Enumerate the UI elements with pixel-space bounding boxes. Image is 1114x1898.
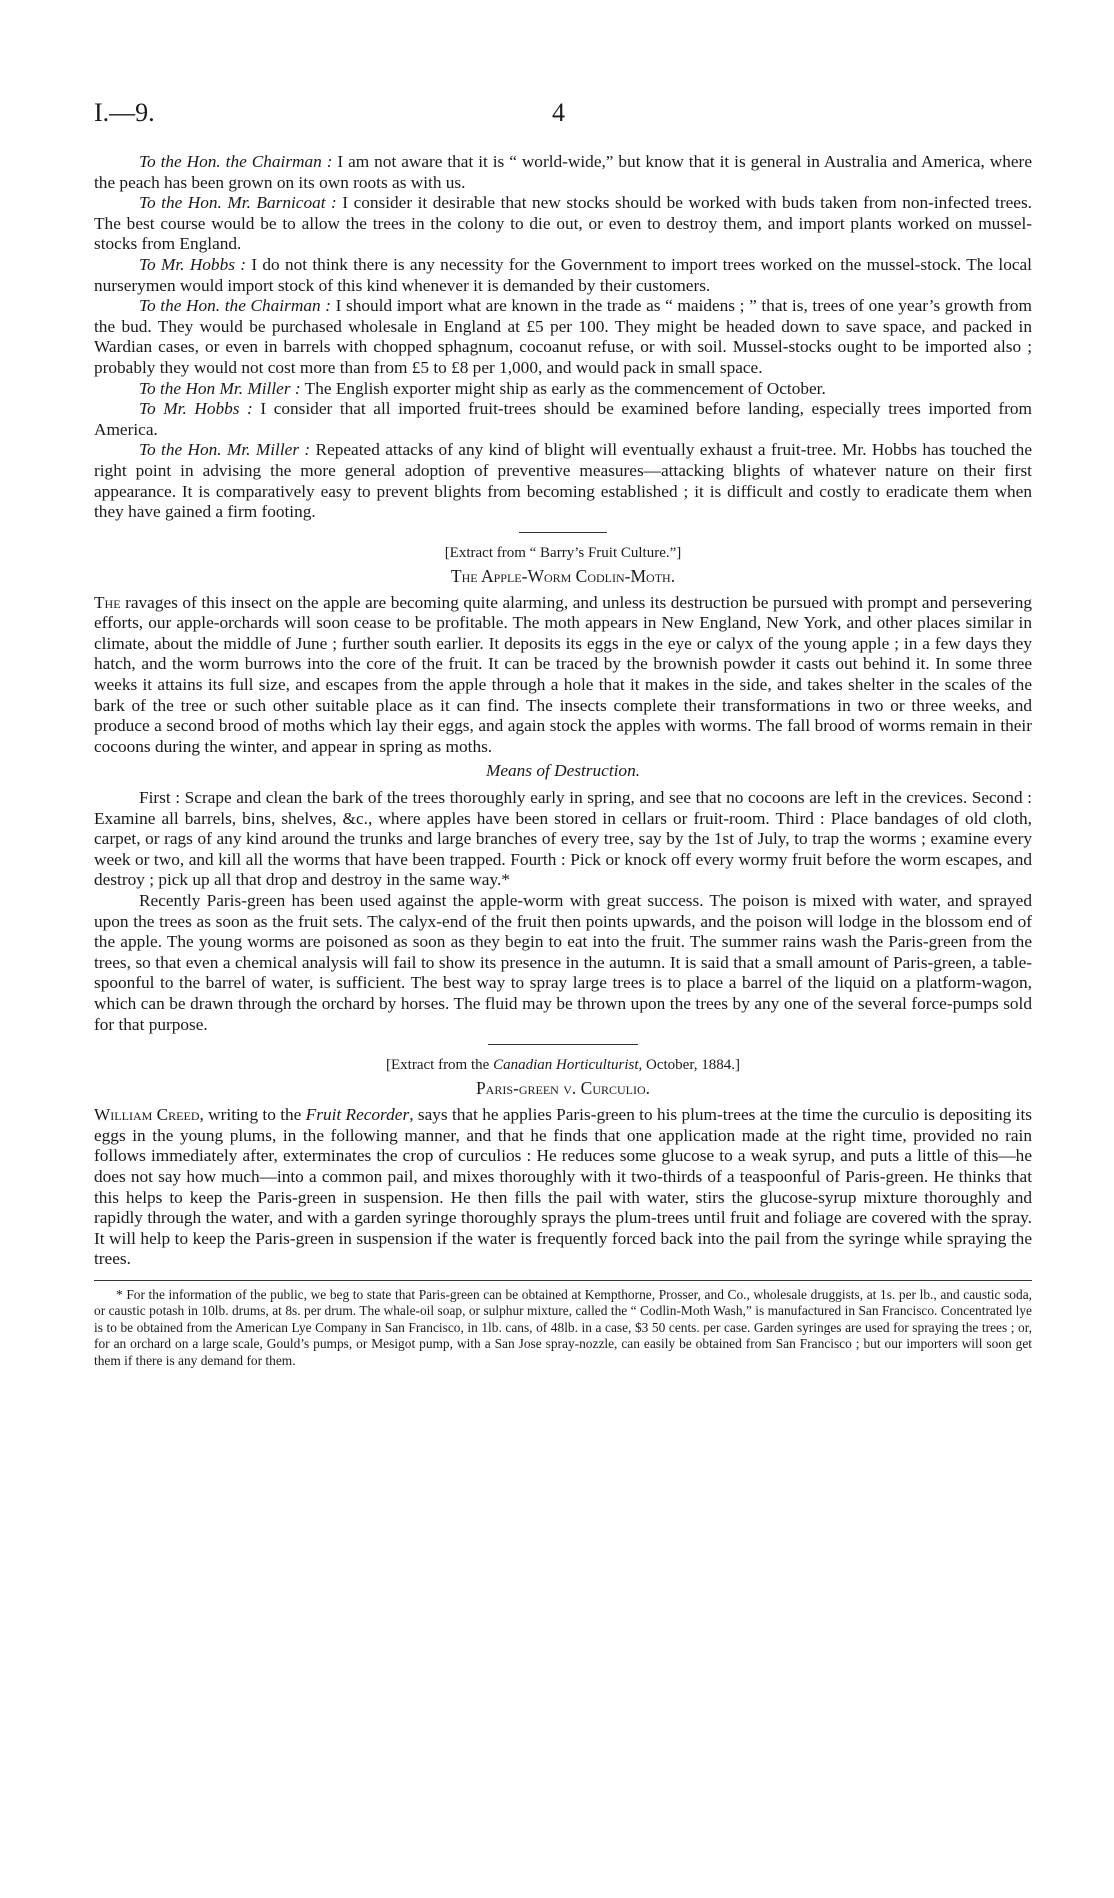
addressee: To Mr. Hobbs : [139, 254, 247, 274]
journal-name: Fruit Recorder [305, 1105, 410, 1125]
testimony-text: I am not aware that it is “ world-wide,” but know that it is general in Australia and America, where the peach has been grown on its own roots as with us. [94, 152, 1032, 192]
extract-title: The Apple-Worm Codlin-Moth. [450, 565, 676, 586]
lead-name: William Creed [94, 1105, 200, 1125]
paragraph-text: , writing to the [199, 1105, 306, 1125]
page-content [94, 152, 1032, 1369]
extract-paragraph [94, 1105, 1032, 1270]
addressee: To the Hon. Mr. Miller : [139, 440, 311, 460]
section-divider [488, 1044, 638, 1045]
testimony-text: I do not think there is any necessity for the Government to import trees worked on the mussel-stock. The local nurserymen would import stock of this kind whenever it is demanded by their customers. [94, 254, 1032, 295]
lead-word: The [94, 592, 121, 612]
testimony-text: I consider that all imported fruit-trees should be examined before landing, especially trees imported from America. [94, 399, 1032, 439]
addressee: To the Hon Mr. Miller : [139, 378, 301, 398]
extract-paragraph: Recently Paris-green has been used against the apple-worm with great success. The poison is mixed with water, and sprayed upon the trees as soon as the fruit sets. The calyx-end of the fruit then points upwards, and the poison will lodge in the blossom end of the apple. The young worms are poisoned as soon as they begin to eat into the fruit. The summer rains wash the Paris-green from the trees, so that even a chemical analysis will fail to show its presence in the autumn. It is said that a small amount of Paris-green, a table-spoonful to the barrel of water, is sufficient. The best way to spray large trees is to place a barrel of the liquid on a platform-wagon, which can be drawn through the orchard by horses. The fluid may be thrown upon the trees by any one of the several force-pumps sold for that purpose. [94, 891, 1032, 1034]
extract-paragraph: First : Scrape and clean the bark of the trees thoroughly early in spring, and see that no cocoons are left in the crevices. Second : Examine all barrels, bins, shelves, &c., where apples have been stored in cellars or fruit-room. Third : Place bandages of old cloth, carpet, or rags of any kind around the trunks and large branches of every tree, say by the 1st of July, to trap the worms ; examine every week or two, and kill all the worms that have been trapped. Fourth : Pick or knock off every wormy fruit before the worm escapes, and destroy ; pick up all that drop and destroy in the same way.* [94, 788, 1032, 890]
addressee: To Mr. Hobbs : [139, 399, 253, 419]
extract-title: Paris-green v. Curculio. [475, 1078, 651, 1099]
testimony-paragraph [94, 255, 1032, 296]
footnote: * For the information of the public, we beg to state that Paris-green can be obtained at Kempthorne, Prosser, and Co., wholesale druggists, at 1s. per lb., and caustic soda, or caustic potash in 10lb. drums, at 8s. per drum. The whale-oil soap, or sulphur mixture, called the “ Codlin-Moth Wash,” is manufactured in San Francisco. Concentrated lye is to be obtained from the American Lye Company in San Francisco, in 1lb. cans, of 48lb. in a case, $3 50 cents. per case. Garden syringes are used for spraying the trees ; or, for an orchard on a large scale, Gould’s pumps, or Mesigot pump, with a San Jose spray-nozzle, can easily be obtained from San Francisco ; but our importers will soon get them if there is any demand for them. [94, 1286, 1032, 1368]
addressee: To the Hon. the Chairman : [139, 152, 333, 171]
paragraph-text: , says that he applies Paris-green to his plum-trees at the time the curculio is depositing its eggs in the young plums, in the following manner, and that he finds that one application made at the right time, provided no rain follows immediately after, exterminates the crop of curculios : He reduces some glucose to a weak syrup, and puts a little of this—he does not say how much—into a common pail, and mixes thoroughly with it two-thirds of a teaspoonful of Paris-green. He thinks that this helps to keep the Paris-green in suspension. He then fills the pail with water, stirs the glucose-syrup mixture thoroughly and rapidly through the water, and with a garden syringe thoroughly sprays the plum-trees until fruit and foliage are covered with the spray. It will help to keep the Paris-green in suspension if the water is frequently forced back into the pail from the syringe while spraying the trees. [94, 1105, 1032, 1269]
testimony-paragraph [94, 296, 1032, 378]
page-number: 4 [552, 98, 565, 127]
testimony-paragraph [94, 399, 1032, 440]
testimony-paragraph [94, 152, 1032, 193]
addressee: To the Hon. the Chairman : [139, 296, 331, 316]
subheading: Means of Destruction. [485, 761, 641, 781]
extract-curculio [94, 1055, 1032, 1270]
source-suffix: , October, 1884.] [638, 1057, 740, 1074]
paragraph-text: ravages of this insect on the apple are becoming quite alarming, and unless its destruction be pursued with prompt and persevering efforts, our apple-orchards will soon cease to be profitable. The moth appears in New England, New York, and other places similar in climate, about the middle of June ; further south earlier. It deposits its eggs in the eye or calyx of the young apple ; in a few days they hatch, and the worm burrows into the core of the fruit. It can be traced by the brownish powder it casts out behind it. In some three weeks it attains its full size, and escapes from the apple through a hole that it makes in the side, and takes shelter in the scales of the bark of the tree or such other suitable place as it can find. The insects complete their transformations in two or three weeks, and produce a second brood of moths which lay their eggs, and again stock the apples with worms. The fall brood of worms remain in their cocoons during the winter, and appear in spring as moths. [94, 592, 1032, 756]
testimony-text: I should import what are known in the trade as “ maidens ; ” that is, trees of one year’s growth from the bud. They would be purchased wholesale in England at £5 per 100. They might be headed down to save space, and packed in Wardian cases, or even in barrels with chopped sphagnum, cocoanut refuse, or with soil. Mussel-stocks ought to be imported also ; probably they would not cost more than from £5 to £8 per 1,000, and would pack in small space. [94, 296, 1032, 377]
source-journal: Canadian Horticulturist [493, 1057, 639, 1074]
testimony-section [94, 152, 1032, 523]
section-divider [519, 532, 607, 533]
extract-paragraph [94, 593, 1032, 758]
footnote-divider [94, 1280, 1032, 1281]
extract-source: [Extract from “ Barry’s Fruit Culture.”] [444, 544, 682, 561]
extract-source [94, 1055, 1032, 1075]
testimony-paragraph [94, 193, 1032, 255]
testimony-text: I consider it desirable that new stocks should be worked with buds taken from non-infected trees. The best course would be to allow the trees in the colony to die out, or even to destroy them, and import plants worked on mussel-stocks from England. [94, 193, 1032, 254]
testimony-paragraph [94, 440, 1032, 522]
page-identifier: I.—9. [94, 98, 155, 127]
addressee: To the Hon. Mr. Barnicoat : [139, 193, 337, 213]
source-prefix: [Extract from the [386, 1057, 494, 1074]
extract-codlin-moth [94, 543, 1032, 1035]
testimony-text: Repeated attacks of any kind of blight will eventually exhaust a fruit-tree. Mr. Hobbs has touched the right point in advising the more general adoption of preventive measures—attacking blights of whatever nature on their first appearance. It is comparatively easy to prevent blights from becoming established ; it is difficult and costly to eradicate them when they have gained a firm footing. [94, 440, 1032, 522]
testimony-text: The English exporter might ship as early as the commencement of October. [300, 378, 826, 398]
testimony-paragraph [94, 379, 1032, 400]
